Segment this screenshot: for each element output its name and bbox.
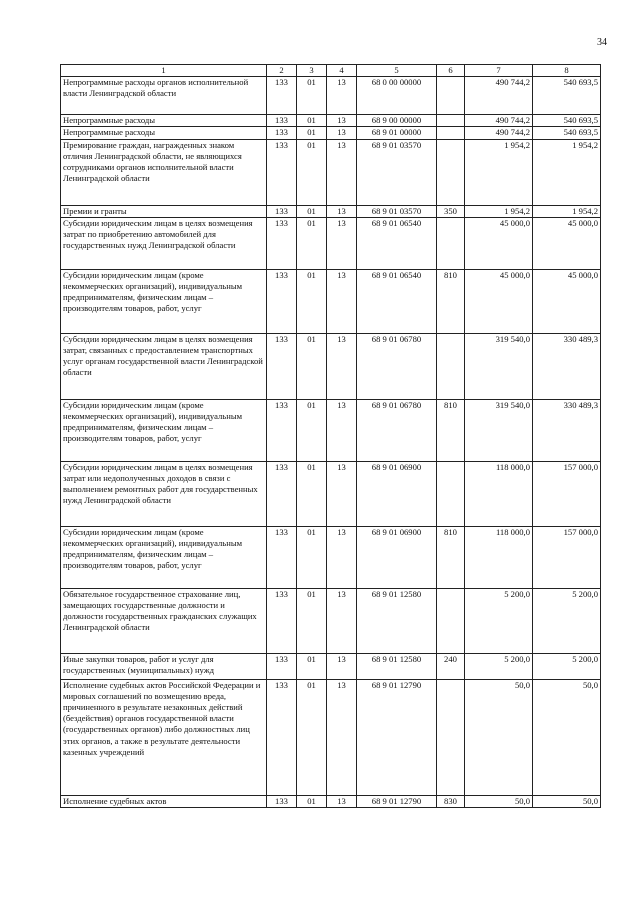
cell-type: 830	[437, 795, 465, 807]
cell-code: 133	[267, 461, 297, 526]
cell-section: 01	[297, 588, 327, 653]
col-header-5: 5	[357, 65, 437, 77]
cell-subsection: 13	[327, 526, 357, 588]
cell-section: 01	[297, 139, 327, 205]
cell-type	[437, 588, 465, 653]
row-name: Субсидии юридическим лицам (кроме некоммерческих организаций), индивидуальным предпринимателям, физическим лицам – производителям товаров, работ, услуг	[61, 399, 267, 461]
cell-code: 133	[267, 205, 297, 217]
cell-code: 133	[267, 127, 297, 139]
row-name: Обязательное государственное страхование лиц, замещающих государственные должности и должности государственных гражданских служащих Ленинградской области	[61, 588, 267, 653]
cell-target: 68 9 01 06540	[357, 217, 437, 269]
row-name: Премирование граждан, награжденных знаком отличия Ленинградской области, не являющихся сотрудниками органов исполнительной власти Ленинградской области	[61, 139, 267, 205]
cell-amount-7: 490 744,2	[465, 115, 533, 127]
cell-target: 68 9 00 00000	[357, 115, 437, 127]
cell-subsection: 13	[327, 653, 357, 679]
cell-subsection: 13	[327, 399, 357, 461]
table-row	[61, 205, 601, 217]
col-header-1: 1	[61, 65, 267, 77]
table-row	[61, 127, 601, 139]
cell-code: 133	[267, 139, 297, 205]
cell-subsection: 13	[327, 115, 357, 127]
cell-section: 01	[297, 269, 327, 333]
table-row	[61, 399, 601, 461]
cell-target: 68 9 01 12580	[357, 588, 437, 653]
cell-section: 01	[297, 461, 327, 526]
cell-amount-7: 45 000,0	[465, 269, 533, 333]
table-row	[61, 269, 601, 333]
cell-type	[437, 77, 465, 115]
col-header-2: 2	[267, 65, 297, 77]
cell-amount-8: 157 000,0	[533, 461, 601, 526]
cell-amount-8: 330 489,3	[533, 399, 601, 461]
cell-section: 01	[297, 795, 327, 807]
cell-amount-7: 5 200,0	[465, 653, 533, 679]
cell-target: 68 9 01 03570	[357, 139, 437, 205]
row-name: Исполнение судебных актов	[61, 795, 267, 807]
cell-subsection: 13	[327, 77, 357, 115]
cell-type: 810	[437, 269, 465, 333]
cell-section: 01	[297, 205, 327, 217]
cell-amount-8: 45 000,0	[533, 269, 601, 333]
cell-target: 68 9 01 12790	[357, 679, 437, 795]
row-name: Непрограммные расходы	[61, 127, 267, 139]
cell-section: 01	[297, 333, 327, 399]
header-row	[61, 65, 601, 77]
cell-target: 68 9 01 12790	[357, 795, 437, 807]
cell-section: 01	[297, 399, 327, 461]
cell-code: 133	[267, 399, 297, 461]
cell-amount-7: 5 200,0	[465, 588, 533, 653]
cell-target: 68 9 01 06900	[357, 526, 437, 588]
cell-subsection: 13	[327, 127, 357, 139]
cell-type	[437, 333, 465, 399]
cell-amount-8: 157 000,0	[533, 526, 601, 588]
table-row	[61, 653, 601, 679]
cell-amount-7: 50,0	[465, 679, 533, 795]
cell-target: 68 0 00 00000	[357, 77, 437, 115]
cell-subsection: 13	[327, 588, 357, 653]
table-row	[61, 588, 601, 653]
cell-type: 350	[437, 205, 465, 217]
cell-subsection: 13	[327, 139, 357, 205]
row-name: Субсидии юридическим лицам в целях возмещения затрат по приобретению автомобилей для государственных нужд Ленинградской области	[61, 217, 267, 269]
cell-type: 810	[437, 399, 465, 461]
cell-amount-7: 50,0	[465, 795, 533, 807]
row-name: Иные закупки товаров, работ и услуг для государственных (муниципальных) нужд	[61, 653, 267, 679]
cell-type	[437, 217, 465, 269]
cell-code: 133	[267, 679, 297, 795]
cell-amount-7: 319 540,0	[465, 333, 533, 399]
row-name: Непрограммные расходы	[61, 115, 267, 127]
cell-amount-8: 330 489,3	[533, 333, 601, 399]
cell-section: 01	[297, 679, 327, 795]
cell-subsection: 13	[327, 461, 357, 526]
cell-code: 133	[267, 653, 297, 679]
table-row	[61, 795, 601, 807]
col-header-6: 6	[437, 65, 465, 77]
col-header-7: 7	[465, 65, 533, 77]
page-number: 34	[597, 37, 607, 48]
cell-section: 01	[297, 115, 327, 127]
cell-section: 01	[297, 217, 327, 269]
table-row	[61, 333, 601, 399]
cell-amount-8: 5 200,0	[533, 588, 601, 653]
cell-code: 133	[267, 269, 297, 333]
cell-target: 68 9 01 06540	[357, 269, 437, 333]
table-row	[61, 526, 601, 588]
cell-amount-7: 1 954,2	[465, 205, 533, 217]
table-row	[61, 139, 601, 205]
cell-subsection: 13	[327, 795, 357, 807]
cell-amount-7: 118 000,0	[465, 461, 533, 526]
row-name: Непрограммные расходы органов исполнительной власти Ленинградской области	[61, 77, 267, 115]
cell-section: 01	[297, 127, 327, 139]
cell-type: 810	[437, 526, 465, 588]
cell-subsection: 13	[327, 269, 357, 333]
cell-target: 68 9 01 06780	[357, 333, 437, 399]
cell-type	[437, 115, 465, 127]
cell-amount-7: 490 744,2	[465, 127, 533, 139]
row-name: Субсидии юридическим лицам (кроме некоммерческих организаций), индивидуальным предпринимателям, физическим лицам – производителям товаров, работ, услуг	[61, 526, 267, 588]
cell-amount-8: 540 693,5	[533, 77, 601, 115]
cell-target: 68 9 01 03570	[357, 205, 437, 217]
table-row	[61, 217, 601, 269]
budget-table	[60, 64, 601, 808]
cell-code: 133	[267, 115, 297, 127]
cell-target: 68 9 01 06780	[357, 399, 437, 461]
cell-type	[437, 139, 465, 205]
cell-amount-8: 50,0	[533, 795, 601, 807]
cell-subsection: 13	[327, 333, 357, 399]
cell-amount-8: 1 954,2	[533, 139, 601, 205]
cell-amount-8: 1 954,2	[533, 205, 601, 217]
cell-type	[437, 127, 465, 139]
cell-amount-7: 490 744,2	[465, 77, 533, 115]
cell-amount-8: 5 200,0	[533, 653, 601, 679]
col-header-8: 8	[533, 65, 601, 77]
cell-code: 133	[267, 526, 297, 588]
col-header-4: 4	[327, 65, 357, 77]
row-name: Субсидии юридическим лицам в целях возмещения затрат или недополученных доходов в связи с выполнением ремонтных работ для государственных нужд Ленинградской области	[61, 461, 267, 526]
cell-target: 68 9 01 12580	[357, 653, 437, 679]
cell-amount-7: 118 000,0	[465, 526, 533, 588]
row-name: Субсидии юридическим лицам (кроме некоммерческих организаций), индивидуальным предпринимателям, физическим лицам – производителям товаров, работ, услуг	[61, 269, 267, 333]
cell-amount-8: 45 000,0	[533, 217, 601, 269]
cell-code: 133	[267, 795, 297, 807]
cell-subsection: 13	[327, 205, 357, 217]
cell-code: 133	[267, 588, 297, 653]
table-row	[61, 679, 601, 795]
cell-section: 01	[297, 77, 327, 115]
cell-amount-8: 540 693,5	[533, 127, 601, 139]
row-name: Исполнение судебных актов Российской Федерации и мировых соглашений по возмещению вреда, причиненного в результате незаконных действий (бездействия) органов государственной власти (государственных органов) либо должностных лиц этих органов, а также в результате деятельности казенных учреждений	[61, 679, 267, 795]
cell-type: 240	[437, 653, 465, 679]
cell-type	[437, 461, 465, 526]
cell-target: 68 9 01 06900	[357, 461, 437, 526]
row-name: Субсидии юридическим лицам в целях возмещения затрат, связанных с предоставлением транспортных услуг органам государственной власти Ленинградской области	[61, 333, 267, 399]
cell-amount-7: 1 954,2	[465, 139, 533, 205]
cell-code: 133	[267, 77, 297, 115]
cell-section: 01	[297, 653, 327, 679]
cell-amount-7: 319 540,0	[465, 399, 533, 461]
cell-subsection: 13	[327, 679, 357, 795]
cell-subsection: 13	[327, 217, 357, 269]
cell-code: 133	[267, 333, 297, 399]
table-row	[61, 461, 601, 526]
cell-amount-8: 50,0	[533, 679, 601, 795]
table-row	[61, 77, 601, 115]
cell-target: 68 9 01 00000	[357, 127, 437, 139]
cell-code: 133	[267, 217, 297, 269]
cell-amount-7: 45 000,0	[465, 217, 533, 269]
cell-section: 01	[297, 526, 327, 588]
col-header-3: 3	[297, 65, 327, 77]
row-name: Премии и гранты	[61, 205, 267, 217]
cell-amount-8: 540 693,5	[533, 115, 601, 127]
table-row	[61, 115, 601, 127]
cell-type	[437, 679, 465, 795]
